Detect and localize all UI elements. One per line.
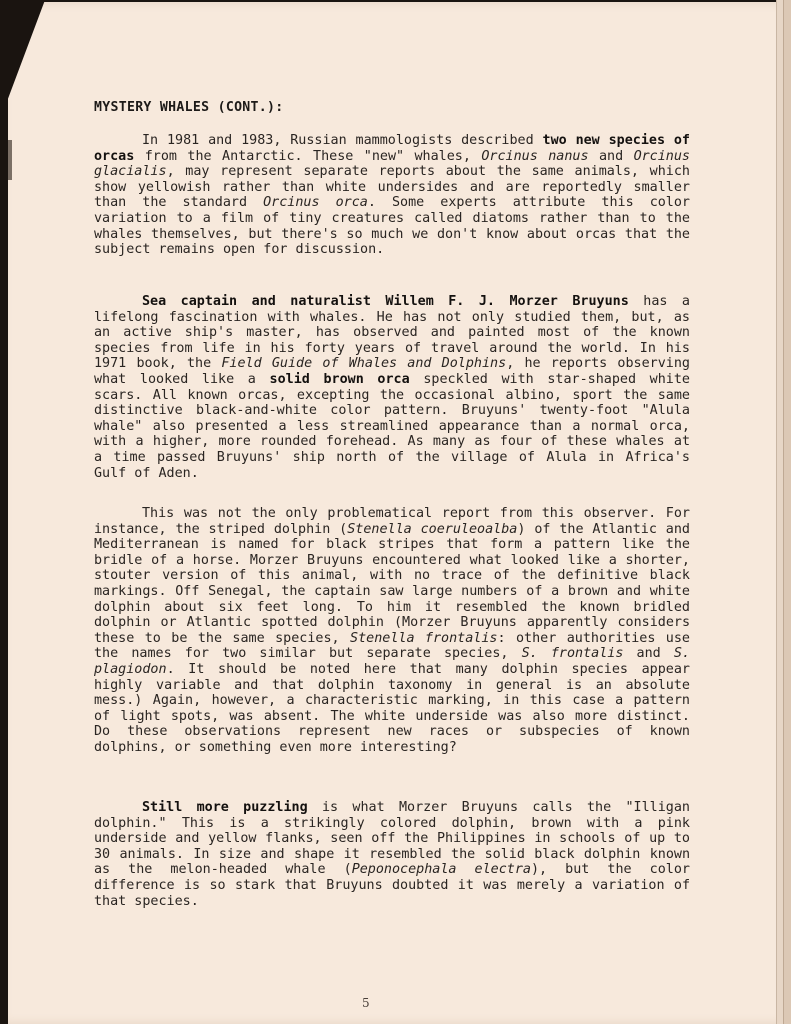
torn-corner: [0, 0, 45, 120]
paragraph-russian-orcas: In 1981 and 1983, Russian mammologists described two new species of orcas from the Antarctic. These "new" whales, Orcinus nanus and Orcinus glacialis, may represent separate reports about the same animals, which show yellowish rather than white undersides and are reportedly smaller than the standard Orcinus orca. Some experts attribute this color variation to a film of tiny creatures called diatoms rather than to the whales themselves, but there's so much we don't know about orcas that the subject remains open for discussion.: [94, 133, 690, 258]
paragraph-striped-dolphin: This was not the only problematical report from this observer. For instance, the striped dolphin (Stenella coeruleoalba) of the Atlantic and Mediterranean is named for black stripes that form a pattern like the bridle of a horse. Morzer Bruyuns encountered what looked like a shorter, stouter version of this animal, with no trace of the definitive black markings. Off Senegal, the captain saw large numbers of a brown and white dolphin about six feet long. To him it resembled the known bridled dolphin or Atlantic spotted dolphin (Morzer Bruyuns apparently considers these to be the same species, Stenella frontalis: other authorities use the names for two similar but separate species, S. frontalis and S. plagiodon. It should be noted here that many dolphin species appear highly variable and that dolphin taxonomy in general is an absolute mess.) Again, however, a characteristic marking, in this case a pattern of light spots, was absent. The white underside was also more distinct. Do these observations represent new races or subspecies of known dolphins, or something even more interesting?: [94, 506, 691, 755]
section-heading: MYSTERY WHALES (CONT.):: [94, 100, 284, 115]
page-number: 5: [362, 996, 370, 1010]
binding-mark: [8, 140, 12, 180]
page-stack-edge-inner: [783, 0, 791, 1024]
paragraph-morzer-bruyuns: Sea captain and naturalist Willem F. J. Morzer Bruyuns has a lifelong fascination with whales. He has not only studied them, but, as an active ship's master, has observed and painted most of the known species from life in his forty years of travel around the world. In his 1971 book, the Field Guide of Whales and Dolphins, he reports observing what looked like a solid brown orca speckled with star-shaped white scars. All known orcas, excepting the occasional albino, sport the same distinctive black-and-white color pattern. Bruyuns' twenty-foot "Alula whale" also presented a less streamlined appearance than a normal orca, with a higher, more rounded forehead. As many as four of these whales at a time passed Bruyuns' ship north of the village of Alula in Africa's Gulf of Aden.: [94, 294, 690, 481]
paragraph-illigan-dolphin: Still more puzzling is what Morzer Bruyuns calls the "Illigan dolphin." This is a strikingly colored dolphin, brown with a pink underside and yellow flanks, seen off the Philippines in schools of up to 30 animals. In size and shape it resembled the solid black dolphin known as the melon-headed whale (Peponocephala electra), but the color difference is so stark that Bruyuns doubted it was merely a variation of that species.: [94, 800, 690, 909]
